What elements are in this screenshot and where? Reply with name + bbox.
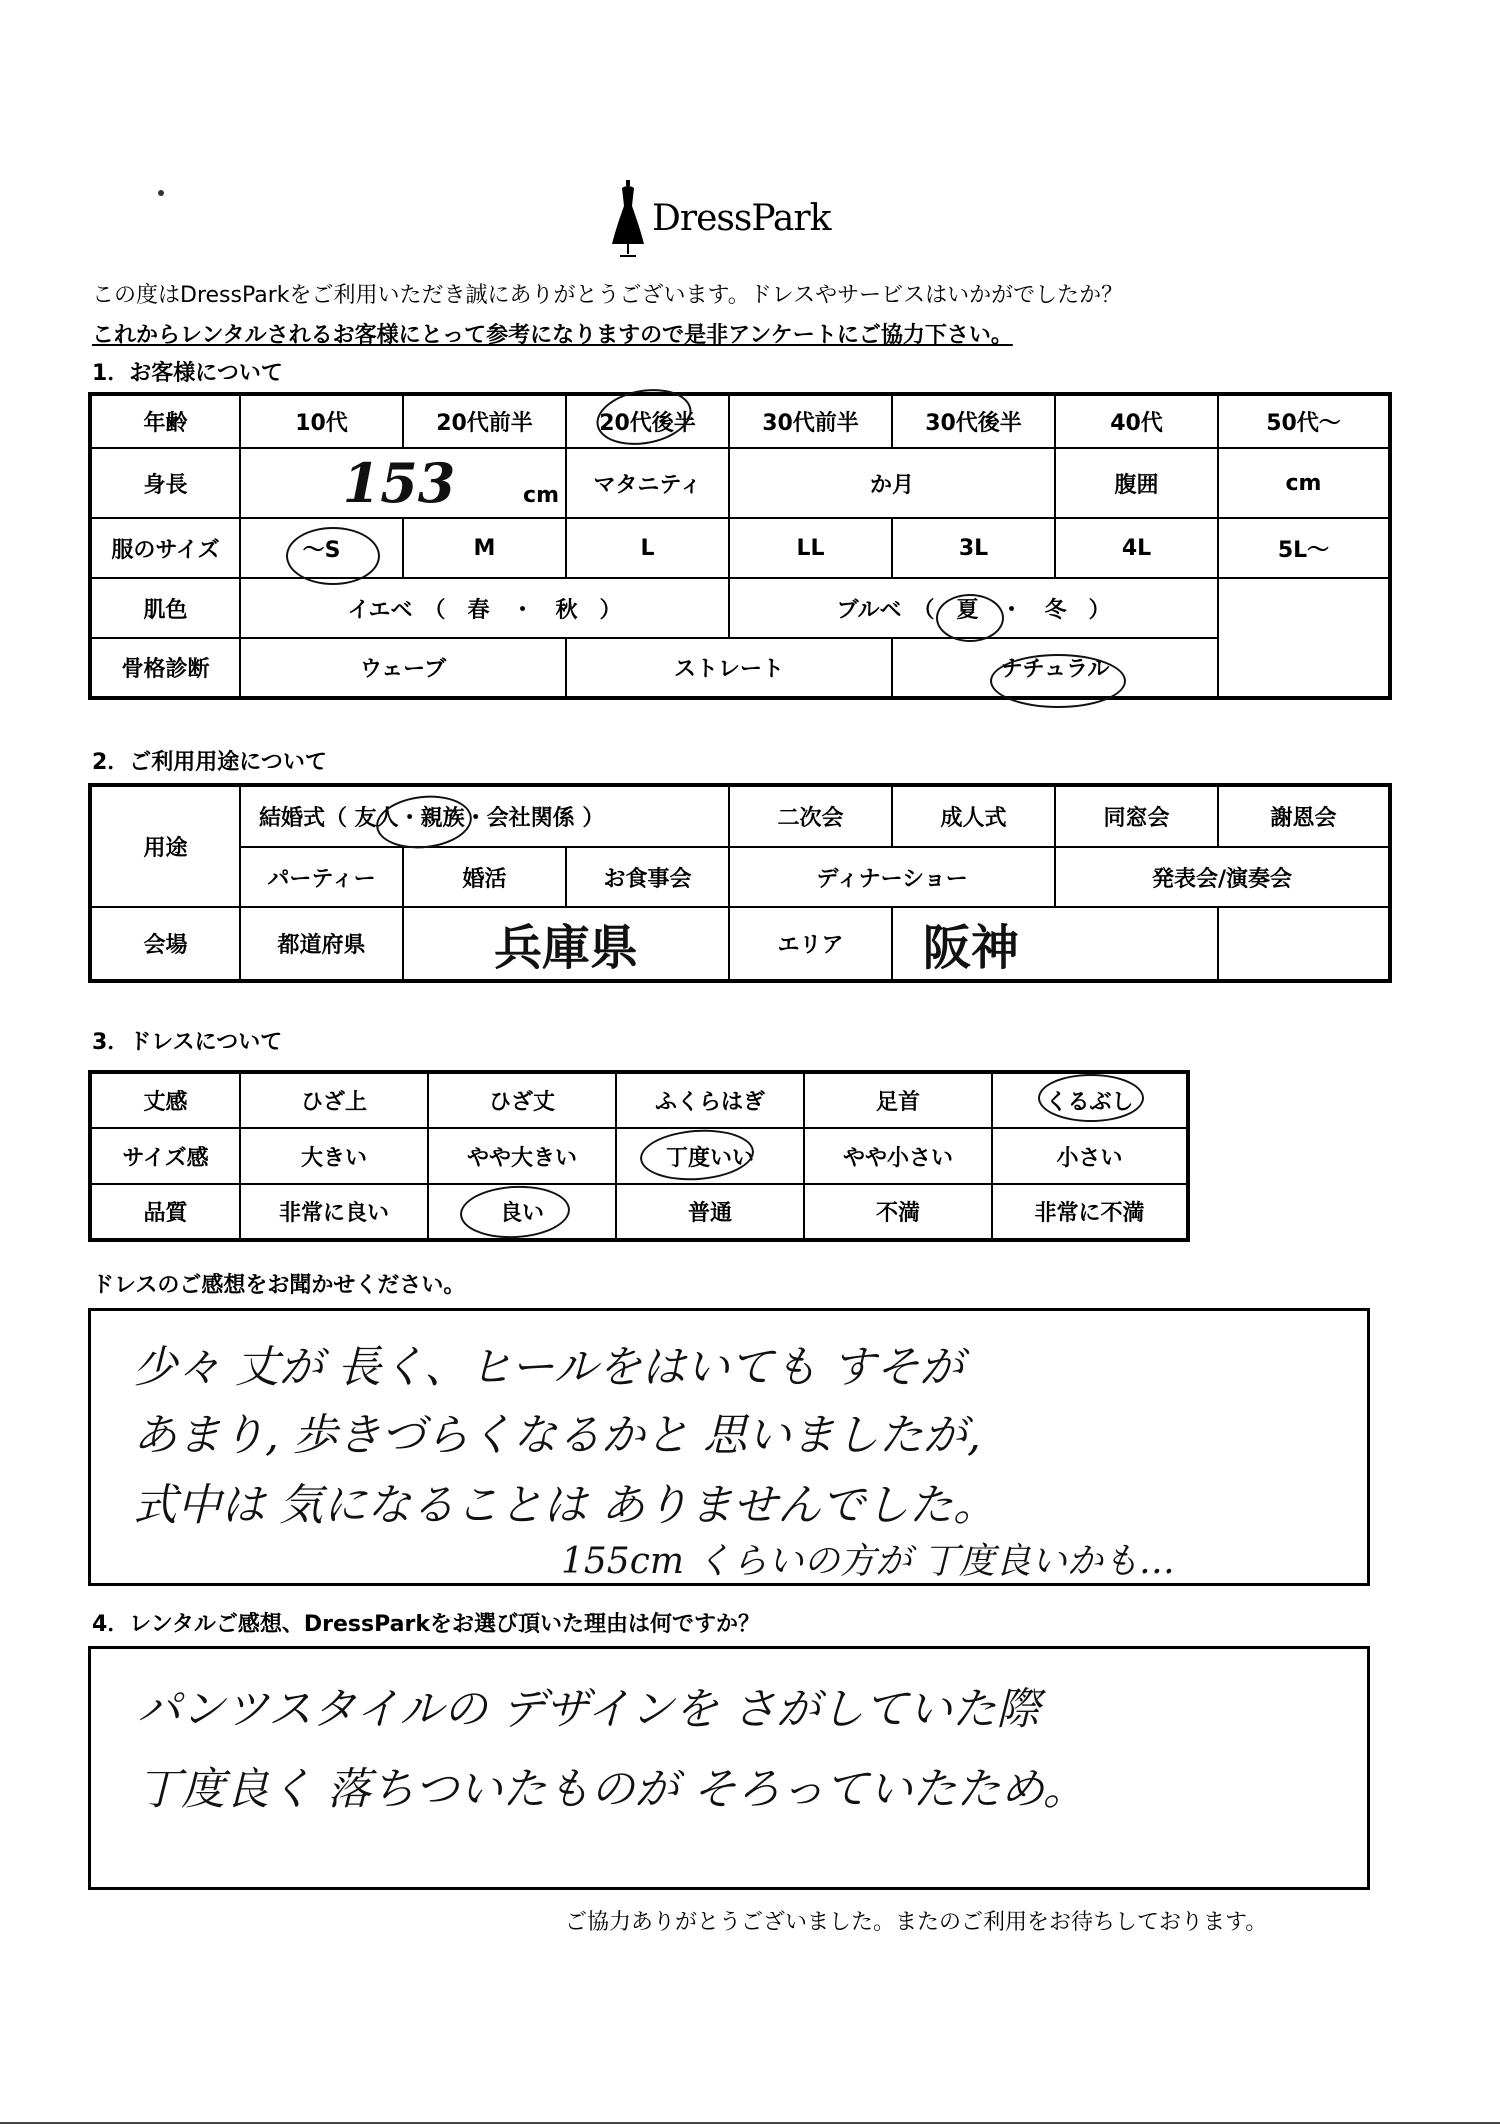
- length-option[interactable]: ひざ上: [240, 1072, 428, 1128]
- purpose-row-1: [90, 785, 1390, 847]
- quality-option[interactable]: 不満: [804, 1184, 992, 1240]
- fit-option[interactable]: 大きい: [240, 1128, 428, 1184]
- size-option[interactable]: ～S: [240, 518, 403, 578]
- fit-option[interactable]: 小さい: [992, 1128, 1188, 1184]
- wedding-option[interactable]: 結婚式（ 友人・親族・会社関係 ）: [240, 785, 729, 847]
- size-row: [90, 518, 1390, 578]
- dress-icon: [610, 178, 646, 258]
- brand-logo: [610, 178, 860, 258]
- area-label: エリア: [729, 907, 892, 981]
- area-value: 阪神: [923, 920, 1020, 976]
- footer-thanks: ご協力ありがとうございました。またのご利用をお待ちしております。: [565, 1910, 1268, 1935]
- impression-line: 155cm くらいの方が 丁度良いかも…: [561, 1541, 1175, 1582]
- venue-label: 会場: [90, 907, 240, 981]
- fit-option[interactable]: 丁度いい: [616, 1128, 804, 1184]
- impression-line: 少々 丈が 長く、ヒールをはいても すそが: [133, 1342, 964, 1393]
- pref-value: 兵庫県: [494, 920, 639, 976]
- reason-line: パンツスタイルの デザインを さがしていた際: [137, 1684, 1041, 1735]
- bone-row: [90, 638, 1390, 698]
- age-row: [90, 394, 1390, 448]
- impression-box[interactable]: [88, 1308, 1370, 1586]
- venue-row: [90, 907, 1390, 981]
- purpose-label: 用途: [90, 785, 240, 907]
- customer-table: [88, 392, 1392, 700]
- length-option[interactable]: くるぶし: [992, 1072, 1188, 1128]
- skin-yellow-option[interactable]: イエベ （ 春 ・ 秋 ）: [240, 578, 729, 638]
- age-option[interactable]: 20代後半: [566, 394, 729, 448]
- scan-speck: [158, 190, 164, 196]
- skin-blue-option[interactable]: ブルベ （ 夏 ・ 冬 ）: [729, 578, 1218, 638]
- age-option[interactable]: 50代～: [1218, 394, 1390, 448]
- length-label: 丈感: [90, 1072, 240, 1128]
- intro-text: この度はDressParkをご利用いただき誠にありがとうございます。ドレスやサービスはいかがでしたか？: [92, 283, 1124, 308]
- purpose-table: [88, 783, 1392, 983]
- purpose-option[interactable]: ディナーショー: [729, 847, 1055, 907]
- age-option[interactable]: 20代前半: [403, 394, 566, 448]
- purpose-option[interactable]: 発表会/演奏会: [1055, 847, 1390, 907]
- age-option[interactable]: 30代前半: [729, 394, 892, 448]
- age-option[interactable]: 30代後半: [892, 394, 1055, 448]
- skin-row: [90, 578, 1390, 638]
- height-unit: cm: [523, 483, 559, 508]
- impression-line: 式中は 気になることは ありませんでした。: [133, 1480, 997, 1531]
- bone-option[interactable]: ウェーブ: [240, 638, 566, 698]
- intro-request: これからレンタルされるお客様にとって参考になりますので是非アンケートにご協力下さい。: [92, 323, 1013, 348]
- height-label: 身長: [90, 448, 240, 518]
- length-option[interactable]: 足首: [804, 1072, 992, 1128]
- purpose-option[interactable]: 同窓会: [1055, 785, 1218, 847]
- purpose-option[interactable]: お食事会: [566, 847, 729, 907]
- impression-title: ドレスのご感想をお聞かせください。: [92, 1273, 466, 1298]
- brand-name: DressPark: [652, 198, 831, 239]
- impression-line: あまり, 歩きづらくなるかと 思いましたが,: [133, 1410, 981, 1461]
- maternity-unit: か月: [869, 472, 914, 498]
- waist-unit: cm: [1285, 470, 1322, 496]
- size-option[interactable]: LL: [729, 518, 892, 578]
- age-option[interactable]: 10代: [240, 394, 403, 448]
- skin-label: 肌色: [90, 578, 240, 638]
- quality-row: [90, 1184, 1188, 1240]
- size-option[interactable]: 3L: [892, 518, 1055, 578]
- bone-option[interactable]: ストレート: [566, 638, 892, 698]
- quality-option[interactable]: 非常に良い: [240, 1184, 428, 1240]
- size-option[interactable]: L: [566, 518, 729, 578]
- purpose-option[interactable]: パーティー: [240, 847, 403, 907]
- fit-label: サイズ感: [90, 1128, 240, 1184]
- age-label: 年齢: [90, 394, 240, 448]
- reason-box[interactable]: [88, 1646, 1370, 1890]
- age-option[interactable]: 40代: [1055, 394, 1218, 448]
- size-option[interactable]: M: [403, 518, 566, 578]
- waist-field[interactable]: [1218, 448, 1390, 518]
- waist-label: 腹囲: [1055, 448, 1218, 518]
- pref-label: 都道府県: [240, 907, 403, 981]
- fit-row: [90, 1128, 1188, 1184]
- pref-field[interactable]: [403, 907, 729, 981]
- area-field[interactable]: [892, 907, 1218, 981]
- section3-title: 3．ドレスについて: [92, 1030, 283, 1055]
- dress-table: [88, 1070, 1190, 1242]
- length-option[interactable]: ひざ丈: [428, 1072, 616, 1128]
- maternity-label: マタニティ: [566, 448, 729, 518]
- length-option[interactable]: ふくらはぎ: [616, 1072, 804, 1128]
- bone-option[interactable]: ナチュラル: [892, 638, 1218, 698]
- reason-title: 4．レンタルご感想、DressParkをお選び頂いた理由は何ですか？: [92, 1612, 760, 1637]
- fit-option[interactable]: やや小さい: [804, 1128, 992, 1184]
- scan-edge: [0, 2122, 1500, 2124]
- size-option[interactable]: 4L: [1055, 518, 1218, 578]
- reason-line: 丁度良く 落ちついたものが そろっていたため。: [137, 1764, 1087, 1815]
- section1-title: 1．お客様について: [92, 361, 283, 386]
- purpose-option[interactable]: 成人式: [892, 785, 1055, 847]
- quality-label: 品質: [90, 1184, 240, 1240]
- purpose-option[interactable]: 謝恩会: [1218, 785, 1390, 847]
- quality-option[interactable]: 普通: [616, 1184, 804, 1240]
- height-row: [90, 448, 1390, 518]
- purpose-option[interactable]: 二次会: [729, 785, 892, 847]
- quality-option[interactable]: 良い: [428, 1184, 616, 1240]
- height-field[interactable]: [240, 448, 566, 518]
- bone-label: 骨格診断: [90, 638, 240, 698]
- purpose-option[interactable]: 婚活: [403, 847, 566, 907]
- purpose-row-2: [90, 847, 1390, 907]
- fit-option[interactable]: やや大きい: [428, 1128, 616, 1184]
- size-option[interactable]: 5L～: [1218, 518, 1390, 578]
- maternity-field[interactable]: [729, 448, 1055, 518]
- quality-option[interactable]: 非常に不満: [992, 1184, 1188, 1240]
- section2-title: 2．ご利用用途について: [92, 750, 327, 775]
- height-value: 153: [342, 451, 456, 515]
- size-label: 服のサイズ: [90, 518, 240, 578]
- length-row: [90, 1072, 1188, 1128]
